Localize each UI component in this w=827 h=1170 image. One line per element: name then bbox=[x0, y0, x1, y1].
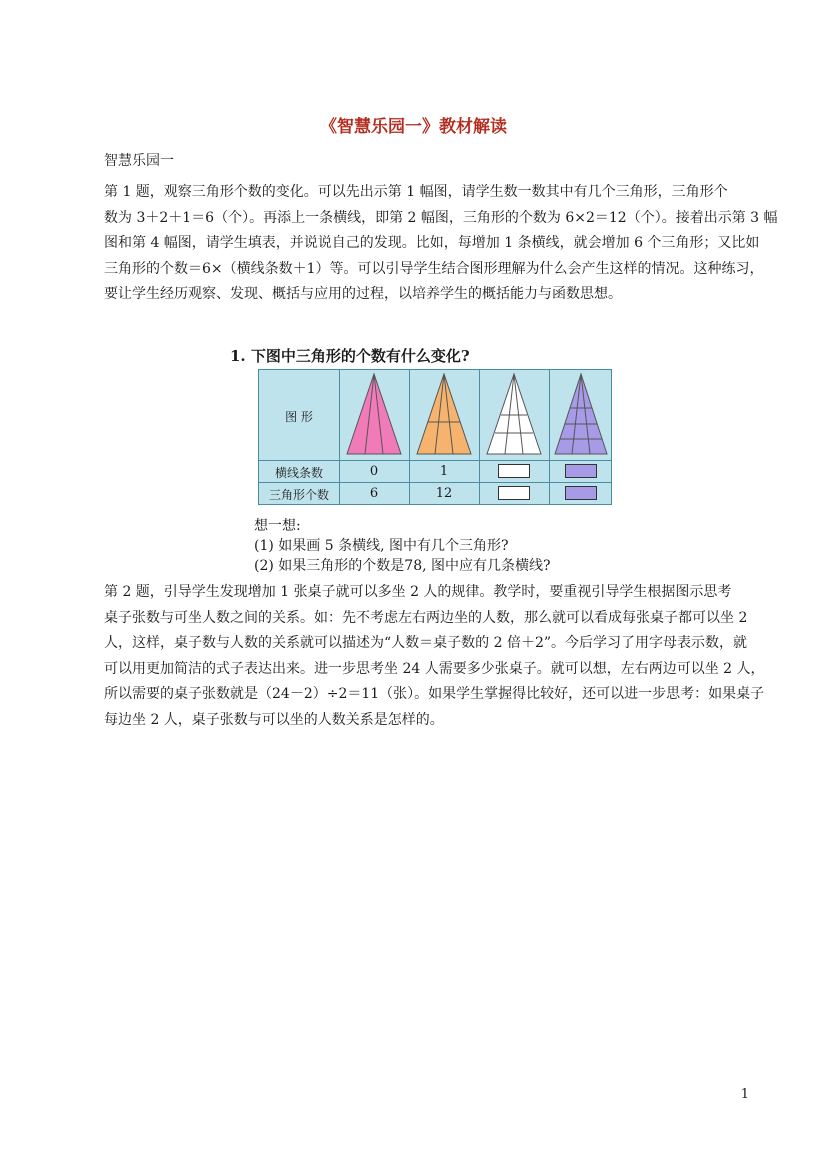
page-number: 1 bbox=[740, 1087, 749, 1102]
count-value: 6 bbox=[369, 486, 379, 501]
triangle-shape bbox=[417, 374, 471, 454]
paragraph-line: 要让学生经历观察、发现、概括与应用的过程，以培养学生的概括能力与函数思想。 bbox=[104, 286, 622, 302]
paragraph-line: 数为 3＋2＋1＝6（个）。再添上一条横线，即第 2 幅图，三角形的个数为 6×2＝12（个）。接着出示第 3 幅 bbox=[104, 209, 778, 226]
row-label-shape: 图 形 bbox=[285, 410, 313, 424]
figure-subquestion-1: (1) 如果画 5 条横线, 图中有几个三角形? bbox=[254, 538, 509, 554]
paragraph-2 bbox=[104, 580, 765, 733]
paragraph-line: 第 2 题，引导学生发现增加 1 张桌子就可以多坐 2 人的规律。教学时，要重视引导学生根据图示思考 bbox=[104, 584, 732, 600]
figure-question: 1. 下图中三角形的个数有什么变化? bbox=[230, 347, 470, 365]
triangle-shape bbox=[555, 374, 607, 454]
paragraph-line: 每边坐 2 人，桌子张数与可以坐的人数关系是怎样的。 bbox=[104, 711, 444, 728]
count-value: 12 bbox=[435, 486, 453, 501]
table-divider bbox=[259, 460, 611, 461]
row-label-count: 三角形个数 bbox=[268, 488, 329, 502]
figure-table bbox=[258, 369, 612, 505]
triangle-1-line bbox=[409, 370, 479, 460]
row-label-lines: 横线条数 bbox=[274, 466, 323, 480]
paragraph-line: 可以用更加简洁的式子表达出来。进一步思考坐 24 人需要多少张桌子。就可以想，左右两边可以坐 2 人， bbox=[104, 660, 765, 677]
paragraph-1 bbox=[104, 180, 778, 308]
triangle-shape bbox=[487, 374, 541, 454]
figure-think: 想一想: bbox=[254, 518, 301, 534]
lines-value: 1 bbox=[439, 464, 449, 479]
triangle-3-lines bbox=[549, 370, 613, 460]
figure-subquestion-2: (2) 如果三角形的个数是78, 图中应有几条横线? bbox=[254, 558, 551, 574]
answer-box bbox=[498, 486, 530, 500]
paragraph-line: 所以需要的桌子张数就是（24－2）÷2＝11（张）。如果学生掌握得比较好，还可以进一步思考：如果桌子 bbox=[104, 686, 765, 702]
paragraph-line: 三角形的个数＝6×（横线条数＋1）等。可以引导学生结合图形理解为什么会产生这样的情况。这种练习， bbox=[104, 260, 764, 277]
answer-box bbox=[565, 486, 597, 500]
page-title: 《智慧乐园一》教材解读 bbox=[320, 117, 507, 137]
paragraph-line: 第 1 题，观察三角形个数的变化。可以先出示第 1 幅图，请学生数一数其中有几个三角形，三角形个 bbox=[104, 184, 728, 200]
section-heading: 智慧乐园一 bbox=[104, 153, 174, 169]
lines-value: 0 bbox=[369, 464, 379, 479]
triangle-figure bbox=[230, 343, 620, 575]
paragraph-line: 人，这样，桌子数与人数的关系就可以描述为“人数＝桌子数的 2 倍＋2”。今后学习了用字母表示数，就 bbox=[104, 635, 748, 651]
paragraph-line: 桌子张数与可坐人数之间的关系。如：先不考虑左右两边坐的人数，那么就可以看成每张桌子都可以坐 2 bbox=[104, 609, 748, 626]
paragraph-line: 图和第 4 幅图，请学生填表，并说说自己的发现。比如，每增加 1 条横线，就会增加 6 个三角形；又比如 bbox=[104, 235, 760, 251]
triangle-shape bbox=[347, 374, 401, 454]
triangle-0-lines bbox=[339, 370, 409, 460]
triangle-2-lines bbox=[479, 370, 549, 460]
table-divider bbox=[259, 482, 611, 483]
answer-box bbox=[565, 464, 597, 478]
answer-box bbox=[498, 464, 530, 478]
